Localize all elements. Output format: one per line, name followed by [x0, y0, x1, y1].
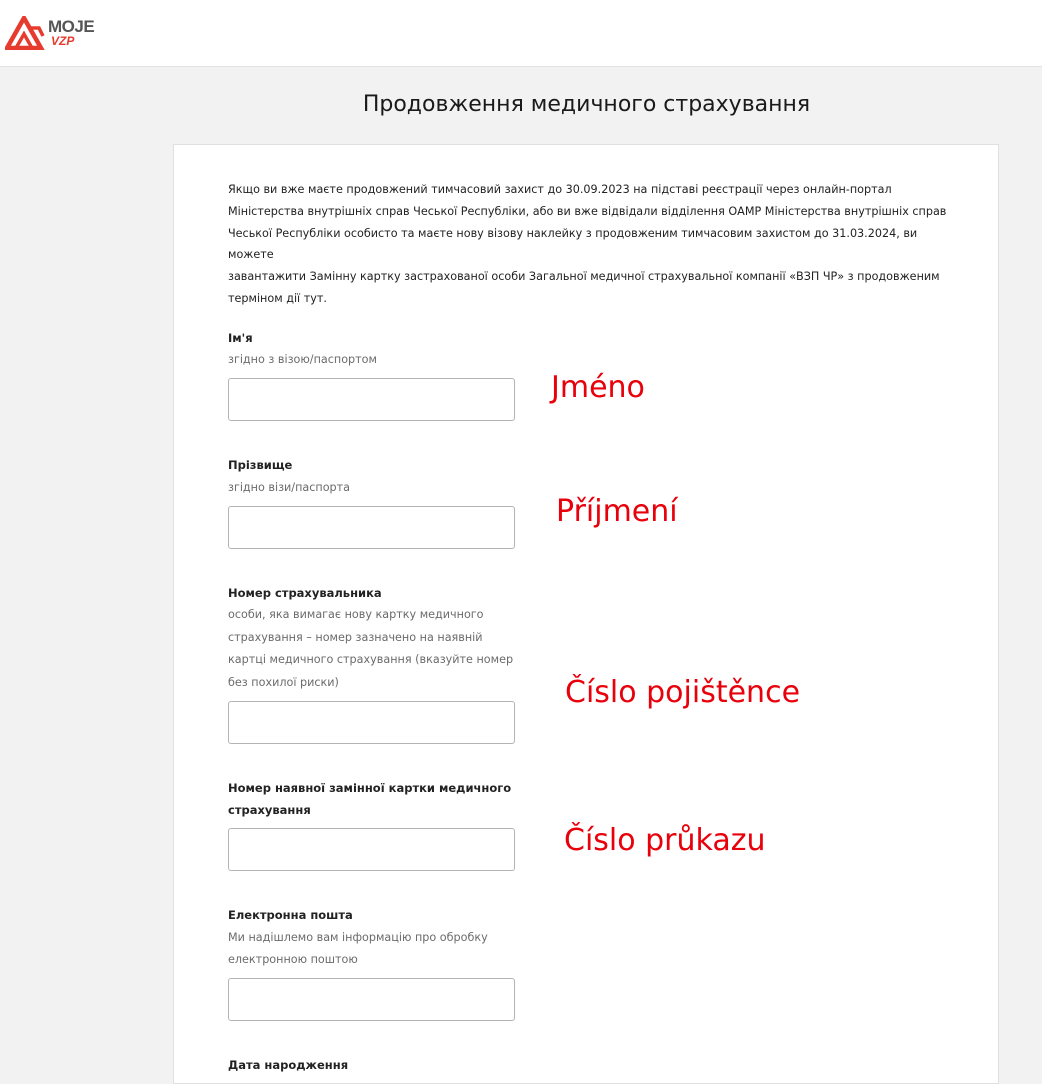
email-label: Електронна пошта [228, 908, 353, 922]
annotation-first-name: Jméno [551, 370, 645, 405]
annotation-insurance-number: Číslo pojištěnce [565, 675, 801, 710]
email-input[interactable] [228, 978, 515, 1021]
intro-line: завантажити Замінну картку застрахованої особи Загальної медичної страхувальної компанії «ВЗП ЧР» з продовженим [228, 270, 940, 284]
logo-text-moje: MOJE [48, 17, 95, 36]
top-bar [0, 0, 1042, 67]
intro-text [228, 179, 948, 310]
first-name-hint: згідно з візою/паспортом [228, 353, 377, 366]
insurance-number-hint-line: страхування – номер зазначено на наявній [228, 631, 483, 644]
vzp-logo-icon [5, 16, 49, 50]
card-number-label-line: Номер наявної замінної картки медичного [228, 781, 512, 795]
last-name-label: Прізвище [228, 458, 293, 472]
intro-line: Якщо ви вже маєте продовжений тимчасовий захист до 30.09.2023 на підставі реєстрації через онлайн-портал [228, 183, 892, 196]
insurance-number-label: Номер страхувальника [228, 586, 382, 600]
insurance-number-hint-line: особи, яка вимагає нову картку медичного [228, 608, 484, 621]
email-hint-line: електронною поштою [228, 953, 358, 966]
page-title: Продовження медичного страхування [362, 92, 811, 117]
first-name-label: Ім'я [228, 331, 253, 345]
last-name-input[interactable] [228, 506, 515, 549]
email-hint-line: Ми надішлемо вам інформацію про обробку [228, 931, 488, 944]
last-name-hint: згідно візи/паспорта [228, 481, 351, 494]
intro-line: Міністерства внутрішніх справ Чеської Республіки, або ви вже відвідали відділення ОАМР Міністерства внутрішніх справ [228, 204, 947, 218]
moje-vzp-logo[interactable] [5, 16, 95, 52]
card-number-input[interactable] [228, 828, 515, 871]
first-name-input[interactable] [228, 378, 515, 421]
insurance-number-input[interactable] [228, 701, 515, 744]
annotation-last-name: Příjmení [556, 494, 678, 529]
form-card [173, 144, 999, 1084]
insurance-number-hint-line: картці медичного страхування (вказуйте номер [228, 653, 514, 666]
intro-line: Чеської Республіки особисто та маєте нову візову наклейку з продовженим тимчасовим захистом до 31.03.2024, ви можете [228, 226, 918, 262]
card-number-label-line: страхування [228, 803, 311, 817]
birth-date-label: Дата народження [228, 1058, 349, 1072]
annotation-card-number: Číslo průkazu [564, 823, 766, 858]
logo-text-vzp: VZP [51, 34, 75, 48]
intro-line: терміном дії тут. [228, 291, 327, 305]
insurance-number-hint-line: без похилої риски) [228, 676, 339, 689]
